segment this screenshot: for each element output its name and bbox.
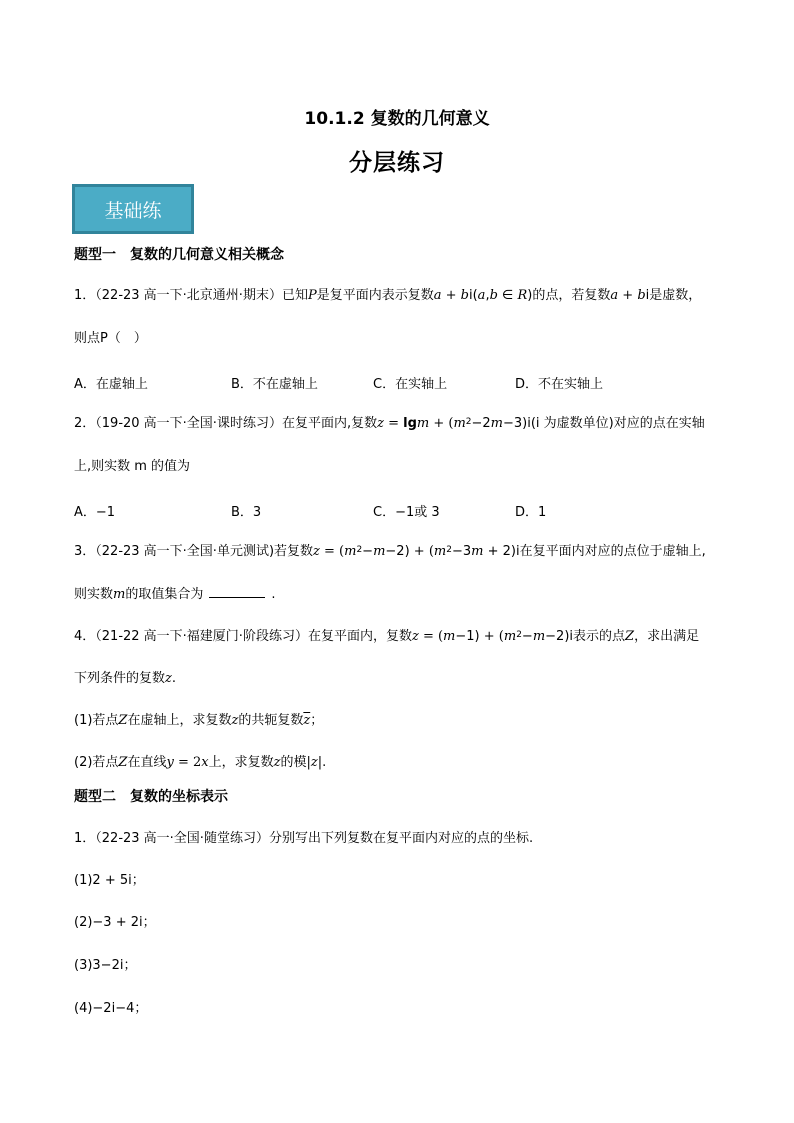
- question-1-1: 1．（22-23 高一下·北京通州·期末）已知P是复平面内表示复数a + bi(a,b ∈ R)的点，若复数a + bi是虚数，: [74, 288, 702, 303]
- section-heading-1: 题型一 复数的几何意义相关概念: [74, 247, 284, 263]
- level-badge: 基础练: [72, 184, 194, 234]
- list-item: (3)3−2i；: [74, 958, 137, 973]
- section-heading-2: 题型二 复数的坐标表示: [74, 789, 228, 805]
- question-1-4-sub2: (2)若点Z在直线y = 2x上，求复数z的模|z|.: [74, 755, 327, 770]
- question-1-3-line2: 则实数m的取值集合为 .: [74, 587, 276, 602]
- option-d: D．1: [515, 505, 547, 520]
- option-b: B．3: [231, 505, 262, 520]
- question-1-4: 4．（21-22 高一下·福建厦门·阶段练习）在复平面内，复数$z = (m-1) + (m^2-m-2)i$表示的点Z，求出满足: [74, 629, 700, 644]
- option-a: A．在虚轴上: [74, 377, 148, 392]
- list-item: (4)−2i−4；: [74, 1001, 148, 1016]
- option-c: C．−1或 3: [373, 505, 440, 520]
- option-c: C．在实轴上: [373, 377, 448, 392]
- answer-blank[interactable]: [209, 585, 265, 598]
- option-d: D．不在实轴上: [515, 377, 604, 392]
- question-1-2-line2: 上,则实数 m 的值为: [74, 459, 191, 474]
- list-item: (2)−3 + 2i；: [74, 915, 156, 930]
- question-1-2: 2．（19-20 高一下·全国·课时练习）在复平面内,复数$z = \lg m + (m^2-2m-3)i(i$ 为虚数单位)对应的点在实轴: [74, 416, 705, 431]
- question-1-1-line2: 则点P（ ）: [74, 331, 147, 346]
- page-subtitle: 分层练习: [349, 150, 445, 176]
- question-2-1: 1．（22-23 高一·全国·随堂练习）分别写出下列复数在复平面内对应的点的坐标.: [74, 831, 534, 846]
- question-1-4-line2: 下列条件的复数z.: [74, 671, 177, 686]
- option-b: B．不在虚轴上: [231, 377, 318, 392]
- list-item: (1)2 + 5i；: [74, 873, 145, 888]
- question-1-3: 3．（22-23 高一下·全国·单元测试)若复数$z = (m^2-m-2) + (m^2-3m + 2)i$在复平面内对应的点位于虚轴上,: [74, 544, 706, 559]
- option-a: A．−1: [74, 505, 116, 520]
- page-title: 10.1.2 复数的几何意义: [304, 109, 490, 129]
- question-1-4-sub1: (1)若点Z在虚轴上，求复数z的共轭复数$\overline{z}$；: [74, 713, 324, 728]
